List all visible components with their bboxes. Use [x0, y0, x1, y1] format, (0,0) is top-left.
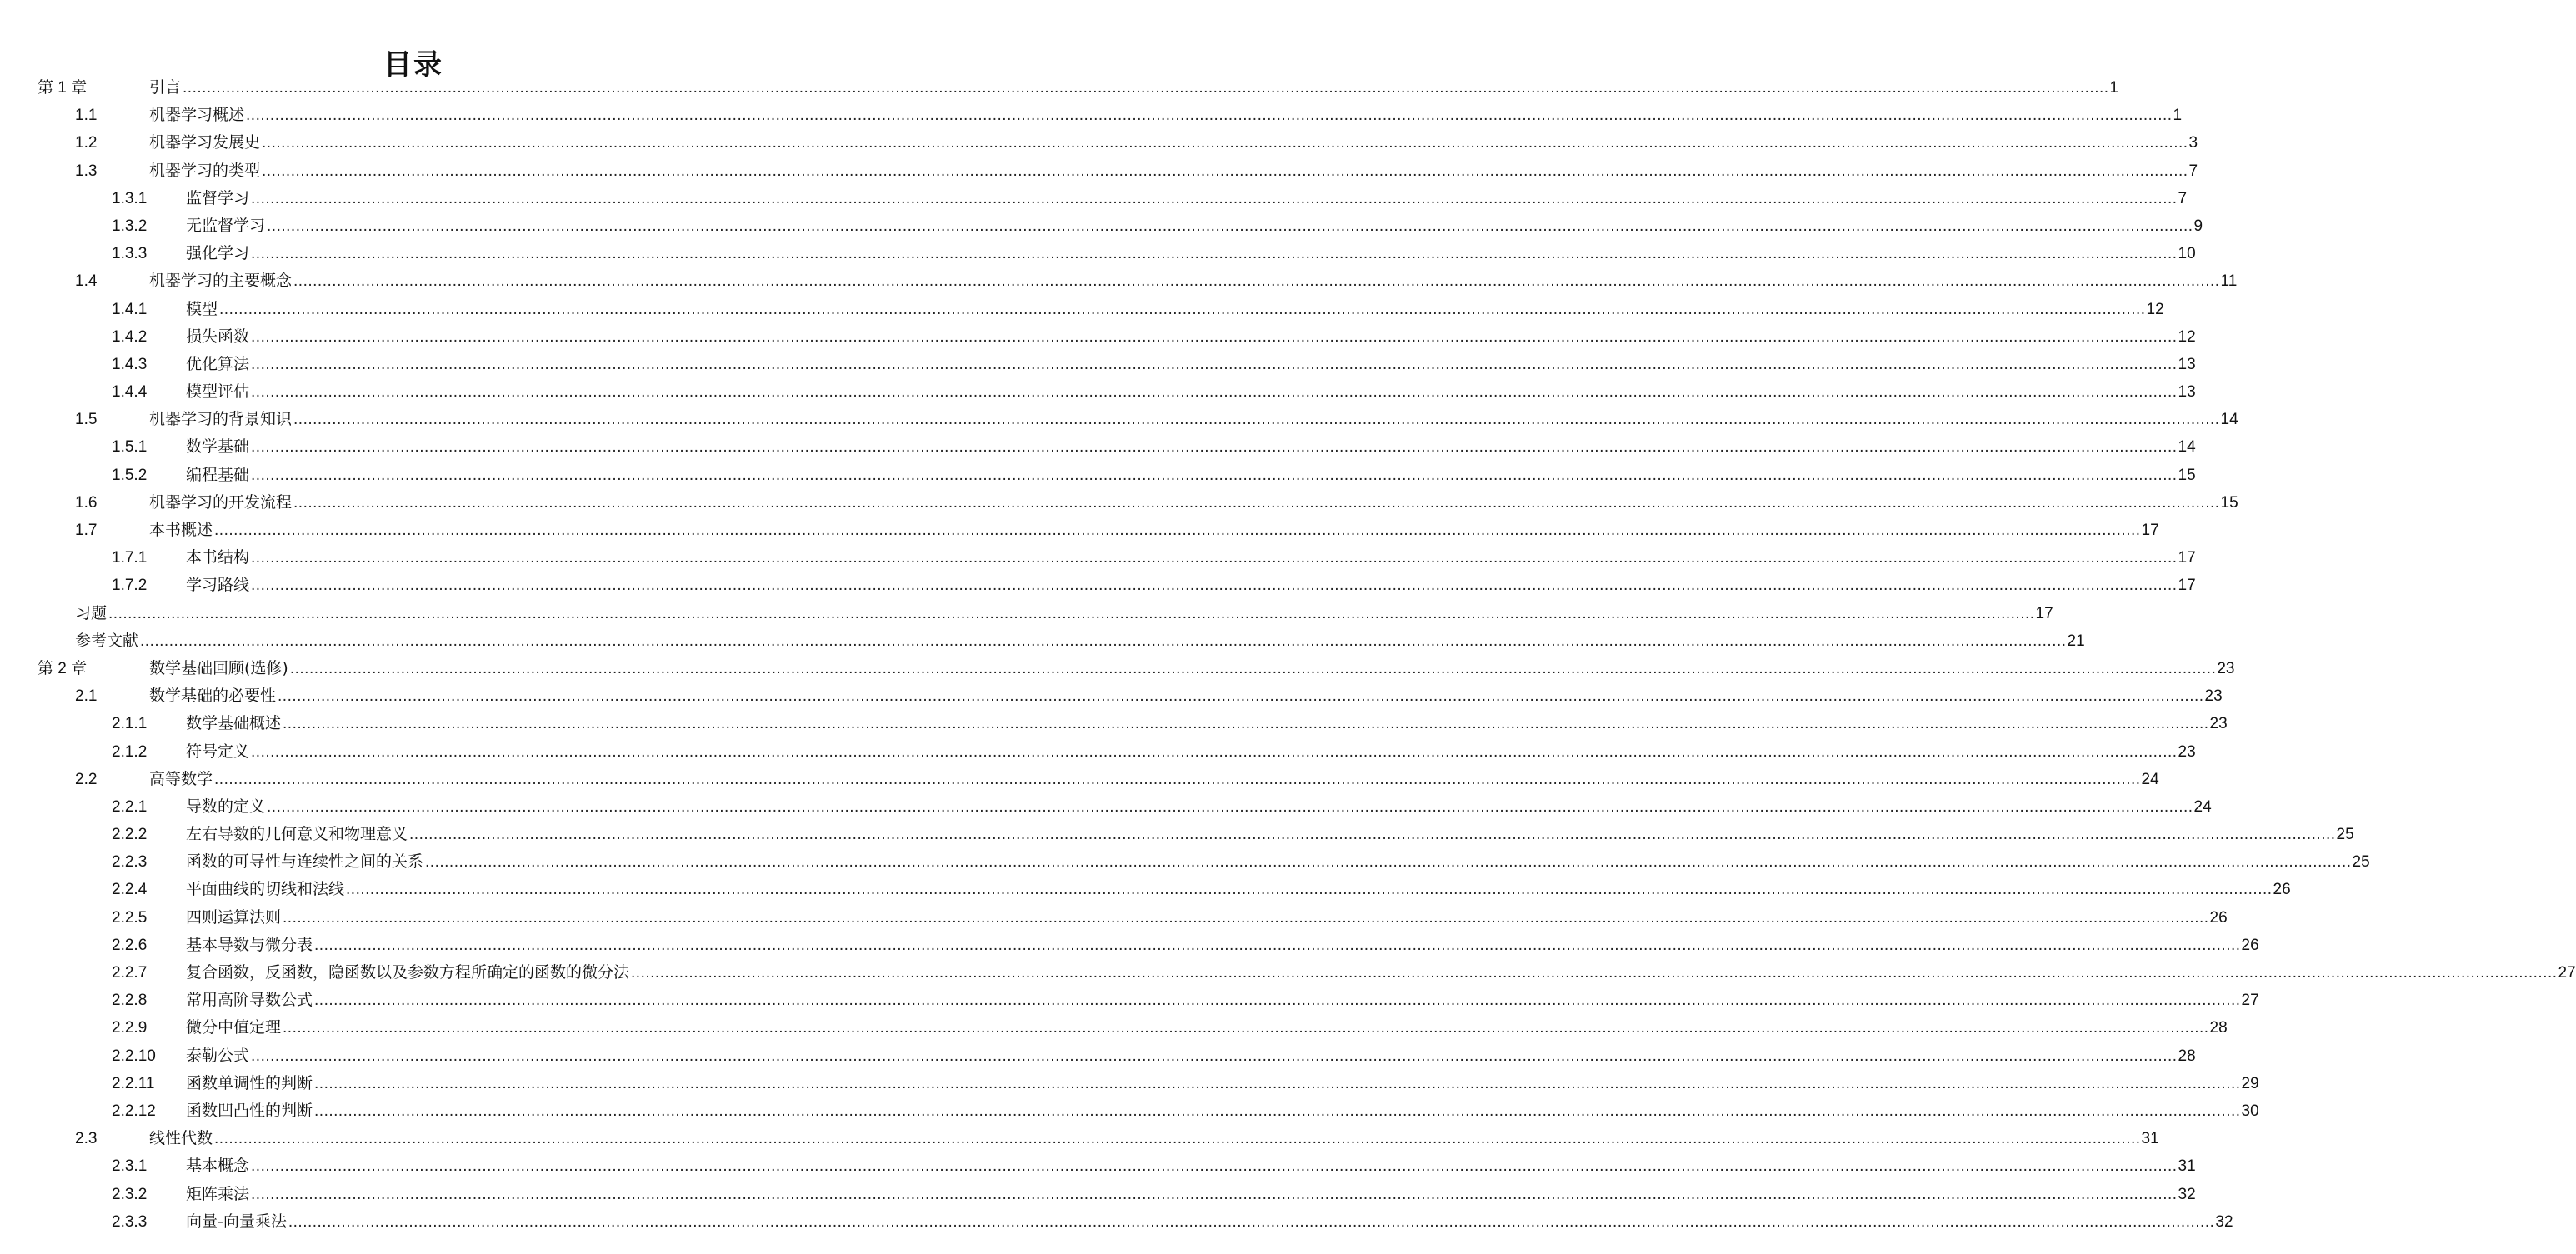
toc-entry-number: 第 2 章 — [38, 659, 88, 677]
toc-entry-page-number: 15 — [2178, 466, 2196, 484]
dot-leader: ................................................................................................................................................................................................................................................................................................................................................................................................................ — [283, 1019, 2209, 1037]
toc-entry-title: 微分中值定理 — [186, 1018, 282, 1037]
toc-entry-number: 2.1.1 — [112, 715, 148, 733]
toc-entry-line — [149, 655, 2235, 682]
toc-entry-line — [186, 1208, 2233, 1236]
toc-entry[interactable] — [0, 876, 2291, 903]
toc-entry-number: 1.3.2 — [112, 217, 148, 235]
toc-entry-title: 监督学习 — [186, 188, 250, 207]
toc-entry[interactable] — [0, 600, 2053, 627]
toc-entry-title: 学习路线 — [186, 576, 250, 595]
toc-entry-title: 参考文献 — [75, 631, 139, 650]
toc-entry[interactable] — [0, 738, 2196, 766]
toc-entry-number: 2.2.1 — [112, 797, 148, 816]
toc-entry-title: 数学基础概述 — [186, 714, 282, 733]
toc-entry[interactable] — [0, 129, 2198, 157]
toc-entry-title: 机器学习的背景知识 — [149, 410, 293, 429]
dot-leader: ................................................................................................................................................................................................................................................................................................................................................................................................................ — [251, 1185, 2178, 1203]
toc-entry-line — [186, 323, 2196, 351]
toc-entry-title: 习题 — [75, 603, 108, 622]
toc-entry-line — [149, 766, 2159, 793]
dot-leader: ................................................................................................................................................................................................................................................................................................................................................................................................................ — [183, 79, 2109, 97]
toc-entry-line — [75, 627, 2085, 655]
toc-entry-page-number: 23 — [2217, 659, 2235, 677]
dot-leader: ................................................................................................................................................................................................................................................................................................................................................................................................................ — [278, 687, 2204, 706]
toc-entry-title: 矩阵乘法 — [186, 1184, 250, 1203]
toc-entry-number: 1.2 — [75, 134, 98, 152]
toc-entry-page-number: 24 — [2141, 770, 2159, 788]
toc-entry[interactable] — [0, 212, 2203, 240]
toc-entry-line — [186, 1152, 2196, 1180]
toc-entry-title: 机器学习的开发流程 — [149, 492, 293, 512]
toc-entry-line — [186, 378, 2196, 406]
dot-leader: ................................................................................................................................................................................................................................................................................................................................................................................................................ — [262, 134, 2188, 152]
toc-entry-line — [149, 517, 2159, 544]
toc-entry-number: 2.3.1 — [112, 1157, 148, 1176]
toc-entry-number: 第 1 章 — [38, 79, 88, 97]
toc-entry-line — [149, 267, 2238, 295]
toc-entry-page-number: 1 — [2109, 79, 2119, 97]
toc-entry-line — [186, 296, 2164, 323]
toc-entry-title: 模型 — [186, 299, 218, 318]
toc-entry-line — [186, 932, 2259, 959]
toc-entry-line — [186, 821, 2354, 848]
dot-leader: ................................................................................................................................................................................................................................................................................................................................................................................................................ — [251, 577, 2178, 595]
toc-entry[interactable] — [0, 848, 2370, 876]
toc-entry[interactable] — [0, 627, 2085, 655]
toc-entry-number: 2.2.10 — [112, 1047, 156, 1065]
toc-entry-page-number: 12 — [2146, 300, 2164, 318]
dot-leader: ................................................................................................................................................................................................................................................................................................................................................................................................................ — [283, 908, 2209, 927]
toc-entry-title: 四则运算法则 — [186, 907, 282, 927]
toc-entry-number: 2.3 — [75, 1130, 98, 1148]
toc-entry-title: 机器学习的主要概念 — [149, 272, 293, 291]
toc-entry-title: 符号定义 — [186, 742, 250, 761]
toc-entry-number: 1.4 — [75, 272, 98, 291]
toc-entry[interactable] — [0, 267, 2238, 295]
toc-entry[interactable] — [0, 1070, 2259, 1097]
toc-entry[interactable] — [0, 1014, 2228, 1042]
toc-entry-title: 编程基础 — [186, 465, 250, 484]
toc-entry-line — [186, 1097, 2259, 1125]
toc-entry-number: 2.2.12 — [112, 1102, 156, 1120]
dot-leader: ................................................................................................................................................................................................................................................................................................................................................................................................................ — [214, 522, 2141, 539]
toc-entry-title: 机器学习发展史 — [149, 133, 261, 152]
toc-entry-page-number: 17 — [2178, 549, 2196, 567]
toc-entry-page-number: 1 — [2173, 107, 2183, 125]
toc-entry[interactable] — [0, 1152, 2196, 1180]
toc-entry-number: 2.2.2 — [112, 826, 148, 844]
dot-leader: ................................................................................................................................................................................................................................................................................................................................................................................................................ — [293, 493, 2220, 512]
toc-entry-line — [186, 462, 2196, 489]
toc-entry-line — [186, 544, 2196, 572]
toc-entry-title: 函数的可导性与连续性之间的关系 — [186, 852, 424, 872]
toc-entry-title: 导数的定义 — [186, 797, 266, 816]
dot-leader: ................................................................................................................................................................................................................................................................................................................................................................................................................ — [214, 770, 2141, 788]
toc-entry[interactable] — [0, 1042, 2196, 1070]
toc-entry-number: 1.7.2 — [112, 577, 148, 595]
dot-leader: ................................................................................................................................................................................................................................................................................................................................................................................................................ — [283, 715, 2209, 733]
toc-entry-title: 向量-向量乘法 — [186, 1212, 287, 1231]
toc-entry-page-number: 17 — [2035, 604, 2053, 622]
toc-entry[interactable] — [0, 517, 2159, 544]
dot-leader: ................................................................................................................................................................................................................................................................................................................................................................................................................ — [425, 853, 2352, 872]
toc-entry-page-number: 31 — [2178, 1157, 2196, 1176]
toc-entry-line — [186, 793, 2212, 821]
toc-entry[interactable] — [0, 904, 2228, 932]
toc-entry-line — [186, 710, 2228, 737]
toc-entry-number: 1.4.2 — [112, 327, 148, 346]
toc-entry[interactable] — [0, 1097, 2259, 1125]
page-title: 目录 — [383, 47, 443, 82]
toc-entry-title: 高等数学 — [149, 769, 213, 788]
toc-entry-page-number: 28 — [2209, 1019, 2228, 1037]
toc-entry-line — [149, 129, 2198, 157]
dot-leader: ................................................................................................................................................................................................................................................................................................................................................................................................................ — [246, 107, 2173, 125]
toc-entry-number: 2.2.9 — [112, 1019, 148, 1037]
toc-entry-title: 平面曲线的切线和法线 — [186, 880, 345, 899]
toc-entry-page-number: 21 — [2067, 632, 2085, 650]
dot-leader: ................................................................................................................................................................................................................................................................................................................................................................................................................ — [409, 826, 2336, 844]
toc-entry-title: 损失函数 — [186, 327, 250, 346]
toc-entry-line — [149, 157, 2198, 185]
dot-leader: ................................................................................................................................................................................................................................................................................................................................................................................................................ — [631, 964, 2558, 982]
toc-entry[interactable] — [0, 462, 2196, 489]
toc-entry-number: 2.2.11 — [112, 1074, 155, 1092]
toc-entry-title: 基本导数与微分表 — [186, 935, 313, 954]
toc-entry-page-number: 23 — [2204, 687, 2223, 706]
toc-entry-page-number: 31 — [2141, 1130, 2159, 1148]
dot-leader: ................................................................................................................................................................................................................................................................................................................................................................................................................ — [262, 162, 2188, 180]
toc-entry[interactable] — [0, 793, 2212, 821]
toc-entry-page-number: 9 — [2193, 217, 2203, 235]
toc-entry-line — [186, 185, 2188, 212]
toc-entry-title: 机器学习的类型 — [149, 161, 261, 180]
toc-entry-line — [186, 1014, 2228, 1042]
toc-entry-page-number: 10 — [2178, 245, 2196, 263]
toc-entry-line — [149, 1125, 2159, 1152]
dot-leader: ................................................................................................................................................................................................................................................................................................................................................................................................................ — [314, 992, 2241, 1010]
toc-entry[interactable] — [0, 74, 2119, 102]
toc-entry[interactable] — [0, 378, 2196, 406]
dot-leader: ................................................................................................................................................................................................................................................................................................................................................................................................................ — [108, 604, 2035, 622]
toc-entry-number: 1.4.4 — [112, 383, 148, 402]
toc-entry-page-number: 26 — [2241, 936, 2259, 954]
toc-entry-title: 函数单调性的判断 — [186, 1073, 313, 1092]
dot-leader: ................................................................................................................................................................................................................................................................................................................................................................................................................ — [251, 438, 2178, 457]
toc-entry-line — [186, 572, 2196, 599]
toc-entry-page-number: 24 — [2193, 797, 2212, 816]
toc-entry-number: 1.7 — [75, 522, 98, 539]
table-of-contents — [0, 74, 2576, 1236]
toc-entry[interactable] — [0, 296, 2164, 323]
toc-entry-number: 2.2 — [75, 770, 98, 788]
toc-entry-line — [149, 74, 2119, 102]
toc-entry-line — [149, 406, 2238, 433]
toc-entry-title: 优化算法 — [186, 354, 250, 373]
dot-leader: ................................................................................................................................................................................................................................................................................................................................................................................................................ — [251, 189, 2178, 207]
toc-entry-number: 2.1 — [75, 687, 98, 706]
toc-entry[interactable] — [0, 987, 2259, 1014]
toc-entry-page-number: 26 — [2273, 881, 2291, 899]
toc-entry-title: 泰勒公式 — [186, 1046, 250, 1065]
toc-entry-page-number: 28 — [2178, 1047, 2196, 1065]
dot-leader: ................................................................................................................................................................................................................................................................................................................................................................................................................ — [251, 1047, 2178, 1065]
toc-entry[interactable] — [0, 157, 2198, 185]
toc-entry-line — [186, 240, 2196, 267]
dot-leader: ................................................................................................................................................................................................................................................................................................................................................................................................................ — [314, 1102, 2241, 1120]
toc-entry-number: 2.2.3 — [112, 853, 148, 872]
dot-leader: ................................................................................................................................................................................................................................................................................................................................................................................................................ — [314, 1074, 2241, 1092]
toc-entry-number: 2.2.5 — [112, 908, 148, 927]
toc-entry-page-number: 12 — [2178, 327, 2196, 346]
toc-entry-page-number: 27 — [2241, 992, 2259, 1010]
toc-entry-number: 1.3.3 — [112, 245, 148, 263]
toc-entry-number: 1.4.3 — [112, 355, 148, 373]
toc-entry-number: 2.2.4 — [112, 881, 148, 899]
toc-entry-page-number: 15 — [2220, 493, 2238, 512]
dot-leader: ................................................................................................................................................................................................................................................................................................................................................................................................................ — [293, 411, 2220, 429]
toc-entry-page-number: 14 — [2220, 411, 2238, 429]
toc-entry-page-number: 25 — [2336, 826, 2354, 844]
toc-entry[interactable] — [0, 185, 2188, 212]
toc-entry[interactable] — [0, 710, 2228, 737]
toc-entry-number: 2.2.7 — [112, 964, 148, 982]
toc-entry[interactable] — [0, 682, 2223, 710]
toc-entry-number: 2.2.8 — [112, 992, 148, 1010]
toc-entry-number: 1.7.1 — [112, 549, 148, 567]
toc-entry-line — [186, 433, 2196, 461]
toc-entry-number: 2.3.2 — [112, 1185, 148, 1203]
toc-entry-page-number: 17 — [2141, 522, 2159, 539]
toc-entry-number: 2.2.6 — [112, 936, 148, 954]
toc-entry-title: 数学基础 — [186, 437, 250, 457]
toc-entry-number: 1.4.1 — [112, 300, 148, 318]
toc-entry-title: 数学基础回顾(选修) — [149, 658, 288, 677]
dot-leader: ................................................................................................................................................................................................................................................................................................................................................................................................................ — [267, 797, 2193, 816]
toc-entry[interactable] — [0, 932, 2259, 959]
dot-leader: ................................................................................................................................................................................................................................................................................................................................................................................................................ — [251, 549, 2178, 567]
toc-entry-page-number: 17 — [2178, 577, 2196, 595]
toc-entry[interactable] — [0, 433, 2196, 461]
toc-entry-page-number: 29 — [2241, 1074, 2259, 1092]
toc-entry-line — [186, 848, 2370, 876]
toc-entry-line — [75, 600, 2053, 627]
toc-entry-line — [186, 1181, 2196, 1208]
toc-entry-page-number: 32 — [2215, 1212, 2233, 1231]
toc-entry[interactable] — [0, 821, 2354, 848]
toc-entry-page-number: 26 — [2209, 908, 2228, 927]
toc-entry-line — [186, 1042, 2196, 1070]
toc-entry-number: 1.3.1 — [112, 189, 148, 207]
toc-entry[interactable] — [0, 766, 2159, 793]
toc-entry-page-number: 23 — [2209, 715, 2228, 733]
toc-entry-title: 数学基础的必要性 — [149, 687, 277, 706]
toc-entry-page-number: 7 — [2178, 189, 2188, 207]
toc-entry-page-number: 27 — [2558, 964, 2576, 982]
toc-entry-line — [149, 682, 2223, 710]
toc-entry[interactable] — [0, 572, 2196, 599]
dot-leader: ................................................................................................................................................................................................................................................................................................................................................................................................................ — [288, 1212, 2215, 1231]
dot-leader: ................................................................................................................................................................................................................................................................................................................................................................................................................ — [140, 632, 2067, 650]
toc-entry[interactable] — [0, 240, 2196, 267]
dot-leader: ................................................................................................................................................................................................................................................................................................................................................................................................................ — [251, 355, 2178, 373]
toc-entry-number: 2.3.3 — [112, 1212, 148, 1231]
dot-leader: ................................................................................................................................................................................................................................................................................................................................................................................................................ — [251, 1157, 2178, 1176]
toc-entry[interactable] — [0, 102, 2183, 129]
toc-entry-line — [186, 351, 2196, 378]
toc-entry[interactable] — [0, 655, 2235, 682]
toc-entry[interactable] — [0, 1125, 2159, 1152]
dot-leader: ................................................................................................................................................................................................................................................................................................................................................................................................................ — [289, 659, 2217, 677]
toc-entry[interactable] — [0, 959, 2576, 987]
dot-leader: ................................................................................................................................................................................................................................................................................................................................................................................................................ — [214, 1130, 2141, 1148]
toc-entry-title: 常用高阶导数公式 — [186, 991, 313, 1010]
toc-entry-title: 强化学习 — [186, 244, 250, 263]
toc-entry-page-number: 30 — [2241, 1102, 2259, 1120]
toc-entry[interactable] — [0, 544, 2196, 572]
toc-entry-title: 机器学习概述 — [149, 106, 245, 125]
toc-entry-page-number: 3 — [2188, 134, 2198, 152]
toc-entry-page-number: 13 — [2178, 355, 2196, 373]
toc-entry-number: 1.5 — [75, 411, 98, 429]
toc-entry-title: 左右导数的几何意义和物理意义 — [186, 825, 408, 844]
toc-entry-number: 1.5.2 — [112, 466, 148, 484]
toc-entry-line — [186, 904, 2228, 932]
toc-entry[interactable] — [0, 489, 2238, 517]
dot-leader: ................................................................................................................................................................................................................................................................................................................................................................................................................ — [293, 272, 2220, 291]
toc-entry-line — [186, 959, 2576, 987]
toc-entry-title: 本书结构 — [186, 548, 250, 567]
dot-leader: ................................................................................................................................................................................................................................................................................................................................................................................................................ — [251, 742, 2178, 761]
toc-entry-page-number: 13 — [2178, 383, 2196, 402]
toc-entry-line — [186, 987, 2259, 1014]
toc-entry-page-number: 11 — [2220, 272, 2238, 291]
toc-entry-line — [149, 489, 2238, 517]
dot-leader: ................................................................................................................................................................................................................................................................................................................................................................................................................ — [251, 327, 2178, 346]
toc-entry-title: 模型评估 — [186, 382, 250, 402]
dot-leader: ................................................................................................................................................................................................................................................................................................................................................................................................................ — [251, 383, 2178, 402]
dot-leader: ................................................................................................................................................................................................................................................................................................................................................................................................................ — [346, 881, 2273, 899]
toc-entry-title: 函数凹凸性的判断 — [186, 1101, 313, 1120]
dot-leader: ................................................................................................................................................................................................................................................................................................................................................................................................................ — [219, 300, 2146, 318]
toc-entry-title: 基本概念 — [186, 1157, 250, 1176]
toc-entry-page-number: 23 — [2178, 742, 2196, 761]
toc-entry-title: 本书概述 — [149, 521, 213, 539]
toc-entry-title: 无监督学习 — [186, 216, 266, 235]
toc-entry-number: 1.1 — [75, 107, 98, 125]
toc-entry-number: 1.5.1 — [112, 438, 148, 457]
dot-leader: ................................................................................................................................................................................................................................................................................................................................................................................................................ — [251, 245, 2178, 263]
toc-entry-number: 1.6 — [75, 493, 98, 512]
toc-entry-number: 1.3 — [75, 162, 98, 180]
toc-entry-line — [186, 876, 2291, 903]
toc-entry[interactable] — [0, 323, 2196, 351]
toc-entry-title: 复合函数，反函数，隐函数以及参数方程所确定的函数的微分法 — [186, 963, 630, 982]
toc-entry-title: 引言 — [149, 78, 182, 97]
toc-entry-line — [186, 212, 2203, 240]
toc-entry-page-number: 25 — [2352, 853, 2370, 872]
toc-entry[interactable] — [0, 1208, 2233, 1236]
toc-entry-line — [186, 1070, 2259, 1097]
toc-entry[interactable] — [0, 406, 2238, 433]
toc-entry-title: 线性代数 — [149, 1129, 213, 1148]
toc-entry-line — [186, 738, 2196, 766]
toc-entry-page-number: 14 — [2178, 438, 2196, 457]
toc-entry-page-number: 32 — [2178, 1185, 2196, 1203]
toc-entry-page-number: 7 — [2188, 162, 2198, 180]
toc-entry[interactable] — [0, 351, 2196, 378]
dot-leader: ................................................................................................................................................................................................................................................................................................................................................................................................................ — [314, 936, 2241, 954]
toc-entry[interactable] — [0, 1181, 2196, 1208]
dot-leader: ................................................................................................................................................................................................................................................................................................................................................................................................................ — [251, 466, 2178, 484]
toc-entry-number: 2.1.2 — [112, 742, 148, 761]
toc-entry-line — [149, 102, 2183, 129]
dot-leader: ................................................................................................................................................................................................................................................................................................................................................................................................................ — [267, 217, 2193, 235]
